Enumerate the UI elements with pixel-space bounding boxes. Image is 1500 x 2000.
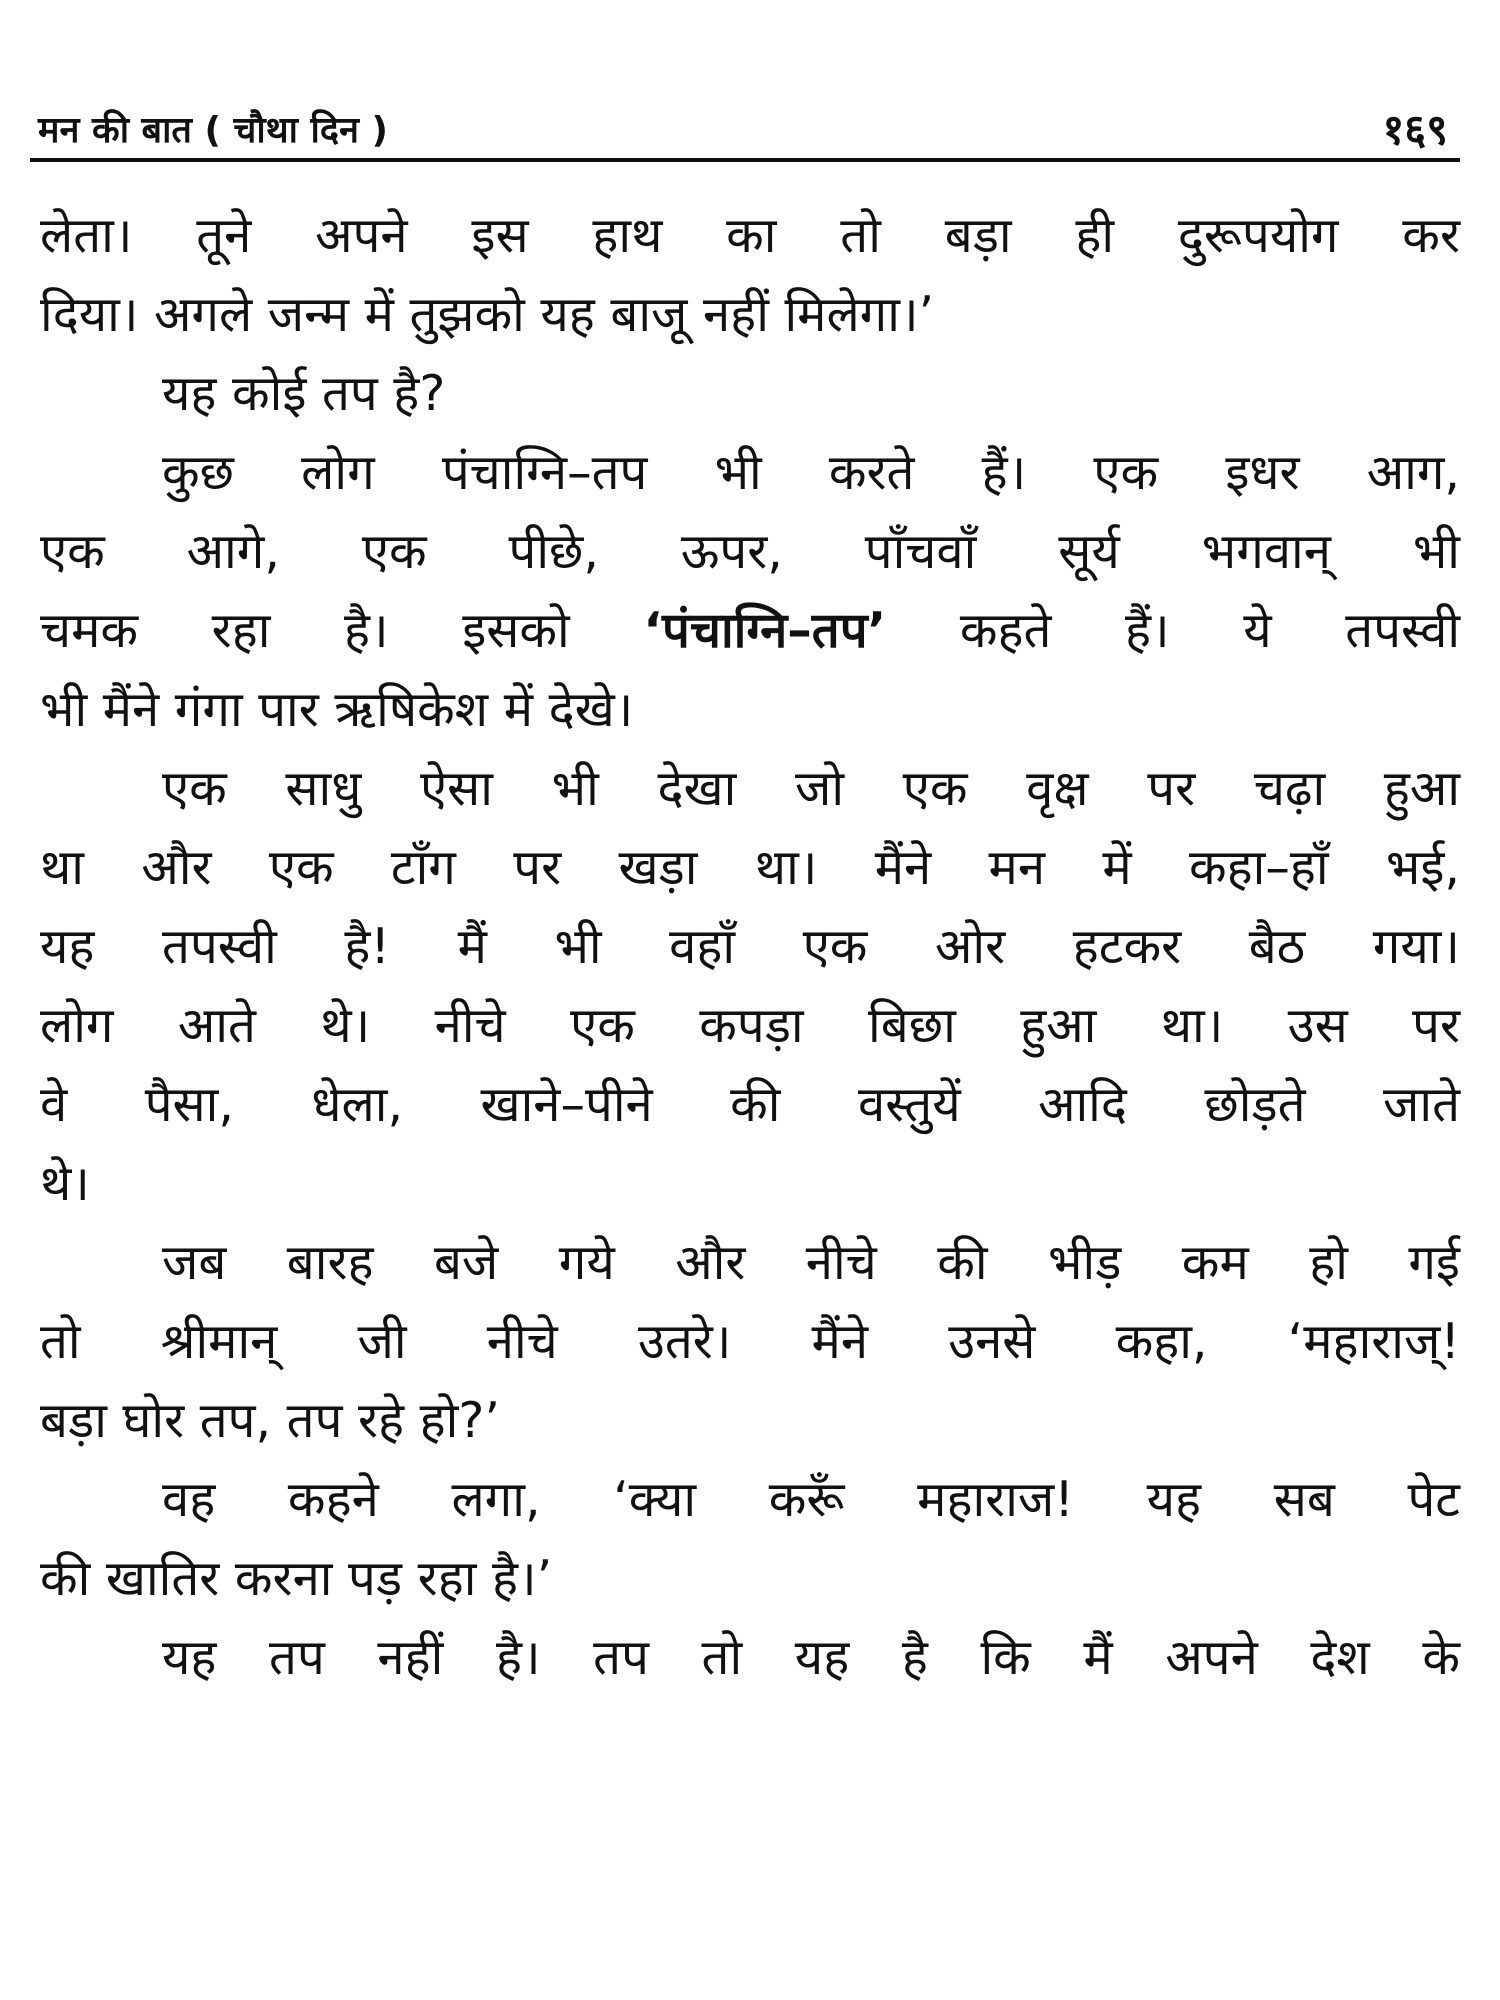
page-number: १६९: [1382, 105, 1448, 154]
text-line: लेता। तूने अपने इस हाथ का तो बड़ा ही दुरूपयोग कर: [40, 207, 1460, 264]
text-line: वह कहने लगा, ‘क्या करूँ महाराज! यह सब पेट: [162, 1471, 1460, 1528]
chapter-title: मन की बात ( चौथा दिन ): [38, 110, 388, 151]
text-line: यह तपस्वी है! मैं भी वहाँ एक ओर हटकर बैठ गया।: [40, 918, 1460, 975]
emphasized-term: ‘पंचाग्नि–तप’: [643, 602, 887, 659]
text-line: तो श्रीमान् जी नीचे उतरे। मैंने उनसे कहा, ‘महाराज्!: [40, 1313, 1460, 1370]
text-line: बड़ा घोर तप, तप रहे हो?’: [40, 1392, 500, 1449]
text-line: भी मैंने गंगा पार ऋषिकेश में देखे।: [40, 681, 634, 738]
text-line: [40, 591, 1460, 670]
text-line: यह तप नहीं है। तप तो यह है कि मैं अपने देश के: [162, 1629, 1460, 1686]
text-line: की खातिर करना पड़ रहा है।’: [40, 1550, 553, 1607]
text-segment: कहते हैं। ये तपस्वी: [959, 602, 1461, 659]
text-line: दिया। अगले जन्म में तुझको यह बाजू नहीं मिलेगा।’: [40, 286, 935, 343]
text-line: था और एक टाँग पर खड़ा था। मैंने मन में कहा–हाँ भई,: [40, 839, 1460, 896]
text-line: कुछ लोग पंचाग्नि–तप भी करते हैं। एक इधर आग,: [162, 444, 1460, 501]
running-header: [30, 96, 1460, 162]
text-line: एक आगे, एक पीछे, ऊपर, पाँचवाँ सूर्य भगवान् भी: [40, 523, 1460, 580]
text-line: थे।: [40, 1155, 90, 1212]
text-line: वे पैसा, धेला, खाने–पीने की वस्तुयें आदि छोड़ते जाते: [40, 1076, 1460, 1133]
text-segment: चमक रहा है। इसको: [40, 602, 570, 659]
text-line: जब बारह बजे गये और नीचे की भीड़ कम हो गई: [162, 1234, 1460, 1291]
text-line: लोग आते थे। नीचे एक कपड़ा बिछा हुआ था। उस पर: [40, 997, 1460, 1054]
text-line: यह कोई तप है?: [162, 365, 446, 422]
text-line: एक साधु ऐसा भी देखा जो एक वृक्ष पर चढ़ा हुआ: [162, 760, 1460, 817]
body-text: [40, 196, 1460, 1697]
